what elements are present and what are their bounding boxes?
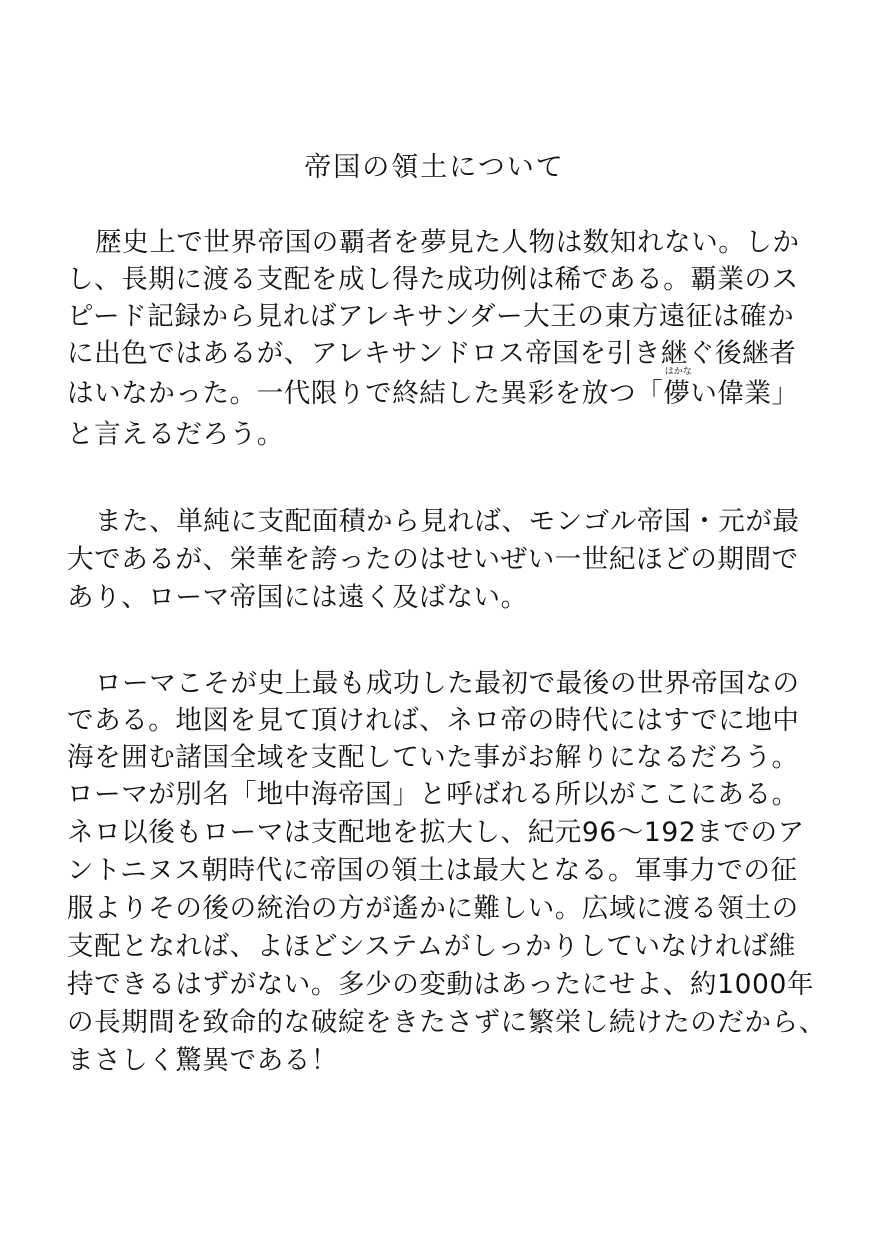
paragraph-3-line-9: 持できるはずがない。多少の変動はあったにせよ、約1000年: [67, 969, 815, 1000]
ruby-base-kanji: 儚: [663, 378, 691, 409]
paragraph-3-line-5: ネロ以後もローマは支配地を拡大し、紀元96〜192までのア: [67, 817, 805, 848]
ruby-reading: はかな: [664, 367, 692, 377]
page-title: 帝国の領土について: [304, 152, 565, 183]
paragraph-3-line-7: 服よりその後の統治の方が遙かに難しい。広域に渡る領土の: [67, 893, 799, 924]
paragraph-3-line-2: である。地図を見て頂ければ、ネロ帝の時代にはすでに地中: [67, 705, 800, 736]
paragraph-1-line-2: し、長期に渡る支配を成し得た成功例は稀である。覇業のス: [67, 264, 799, 295]
paragraph-3-line-10: の長期間を致命的な破綻をきたさずに繁栄し続けたのだから、: [67, 1007, 826, 1038]
paragraph-1-line-4: に出色ではあるが、アレキサンドロス帝国を引き継ぐ後継者: [67, 338, 797, 369]
paragraph-3-line-3: 海を囲む諸国全域を支配していた事がお解りになるだろう。: [67, 742, 799, 773]
paragraph-3-line-11: まさしく驚異である！: [67, 1045, 338, 1076]
paragraph-1-line-3: ピード記録から見ればアレキサンダー大王の東方遠征は確か: [67, 301, 795, 332]
paragraph-3-line-1: ローマこそが史上最も成功した最初で最後の世界帝国なの: [95, 668, 800, 699]
paragraph-2-line-2: 大であるが、栄華を誇ったのはせいぜい一世紀ほどの期間で: [67, 544, 799, 575]
paragraph-3-line-6: ントニヌス朝時代に帝国の領土は最大となる。軍事力での征: [67, 855, 798, 886]
paragraph-3-line-8: 支配となれば、よほどシステムがしっかりしていなければ維: [67, 931, 797, 962]
paragraph-1-line-5-after: い偉業」: [690, 378, 799, 409]
paragraph-1-line-6: と言えるだろう。: [67, 419, 284, 450]
paragraph-2-line-1: また、単純に支配面積から見れば、モンゴル帝国・元が最: [95, 506, 800, 537]
paragraph-1-line-1: 歴史上で世界帝国の覇者を夢見た人物は数知れない。しか: [95, 227, 800, 258]
paragraph-3-line-4: ローマが別名「地中海帝国」と呼ばれる所以がここにある。: [67, 779, 799, 810]
paragraph-1-line-5-before: はいなかった。一代限りで終結した異彩を放つ「: [67, 378, 664, 409]
paragraph-1-line-5: [67, 367, 802, 414]
ruby-annotated-kanji: [663, 367, 692, 414]
paragraph-2-line-3: あり、ローマ帝国には遠く及ばない。: [67, 582, 528, 613]
